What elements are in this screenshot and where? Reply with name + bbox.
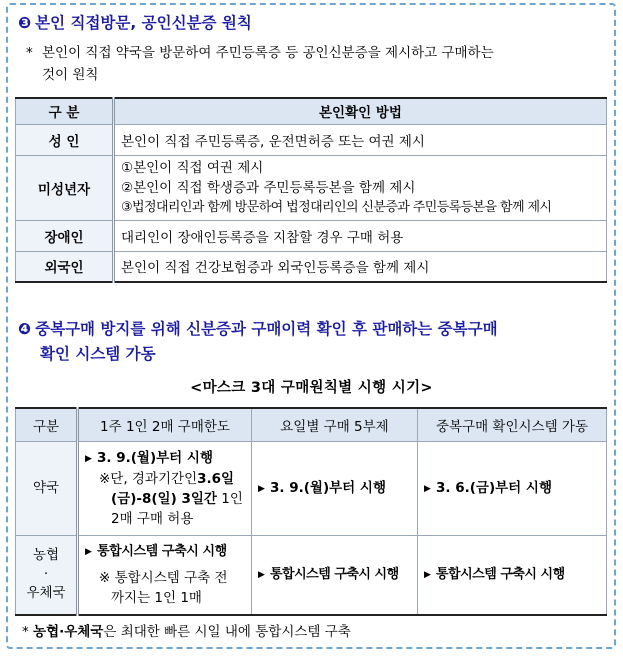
header-method: 본인확인 방법 <box>114 98 607 124</box>
footnote <box>22 622 351 642</box>
cell-note: ※단, 경과기간인 <box>99 470 198 487</box>
table-header-row <box>16 98 607 124</box>
row-label-line: 농협 <box>32 547 60 564</box>
section4-number: ❹ <box>18 320 32 338</box>
row-value <box>114 155 607 220</box>
cell-text: 3. 9.(월)부터 시행 <box>97 449 213 466</box>
row-label: 미성년자 <box>16 155 114 220</box>
triangle-bullet-icon: ▶ <box>85 546 92 557</box>
row-label: 약국 <box>16 441 78 535</box>
pharmacy-duplicate-cell <box>418 441 607 535</box>
table-row <box>16 535 607 615</box>
header-category: 구분 <box>16 408 78 441</box>
section4-title-line-2: 확인 시스템 가동 <box>40 345 156 363</box>
table-row <box>16 124 607 155</box>
pharmacy-limit-cell <box>78 441 252 535</box>
table-row <box>16 220 607 251</box>
table-row <box>16 155 607 220</box>
triangle-bullet-icon: ▶ <box>85 453 92 464</box>
cell-text: 3. 9.(월)부터 시행 <box>270 479 386 496</box>
cell-note: 1인 <box>221 490 243 507</box>
row-label: 성 인 <box>16 124 114 155</box>
row-value: 본인이 직접 건강보험증과 외국인등록증을 함께 제시 <box>114 251 607 282</box>
triangle-bullet-icon: ▶ <box>258 483 265 494</box>
minor-method-3: ③법정대리인과 함께 방문하여 법정대리인의 신분증과 주민등록등본을 함께 제시 <box>121 199 552 215</box>
minor-method-1: ①본인이 직접 여권 제시 <box>121 159 264 176</box>
cell-text: 통합시스템 구축시 시행 <box>97 543 227 559</box>
section3-title-text: 본인 직접방문, 공인신분증 원칙 <box>35 14 252 32</box>
table2-title: <마스크 3대 구매원칙별 시행 시기> <box>190 380 433 396</box>
cell-text: 통합시스템 구축시 시행 <box>436 566 565 582</box>
section4-title-line-1: 중복구매 방지를 위해 신분증과 구매이력 확인 후 판매하는 중복구매 <box>35 320 498 338</box>
table-row <box>16 441 607 535</box>
section3-number: ❸ <box>18 14 32 32</box>
cell-note: 2매 구매 허용 <box>111 510 194 527</box>
nh-duplicate-cell <box>418 535 607 615</box>
header-category: 구 분 <box>16 98 114 124</box>
table-row <box>16 251 607 282</box>
cell-note-bold: 3.6일 <box>197 470 235 487</box>
triangle-bullet-icon: ▶ <box>258 569 265 580</box>
minor-method-2: ②본인이 직접 학생증과 주민등록등본을 함께 제시 <box>121 179 416 196</box>
nh-limit-cell <box>78 535 252 615</box>
cell-note-bold: (금)-8(일) 3일간 <box>111 490 217 507</box>
cell-text: 3. 6.(금)부터 시행 <box>436 479 552 496</box>
header-limit: 1주 1인 2매 구매한도 <box>78 408 252 441</box>
row-label <box>16 535 78 615</box>
pharmacy-weekday-cell <box>252 441 418 535</box>
nh-weekday-cell <box>252 535 418 615</box>
note-line-1: 본인이 직접 약국을 방문하여 주민등록증 등 공인신분증을 제시하고 구매하는 <box>42 45 494 61</box>
header-duplicate-check: 중복구매 확인시스템 가동 <box>418 408 607 441</box>
note-line-2: 것이 원칙 <box>42 67 99 83</box>
triangle-bullet-icon: ▶ <box>424 569 431 580</box>
section3-note <box>26 42 606 86</box>
row-label: 장애인 <box>16 220 114 251</box>
triangle-bullet-icon: ▶ <box>424 483 431 494</box>
section3-title <box>18 12 252 34</box>
note-mark: * <box>26 45 33 61</box>
footnote-mark: * <box>22 624 29 640</box>
cell-text: 통합시스템 구축시 시행 <box>270 566 399 582</box>
cell-note: 까지는 1인 1매 <box>111 589 202 606</box>
row-label-line: · <box>43 566 49 583</box>
row-value: 본인이 직접 주민등록증, 운전면허증 또는 여권 제시 <box>114 124 607 155</box>
identity-table <box>15 97 607 283</box>
section4-title <box>18 318 498 365</box>
footnote-text: 은 최대한 빠른 시일 내에 통합시스템 구축 <box>103 624 351 640</box>
cell-note: ※ 통합시스템 구축 전 <box>99 569 228 586</box>
header-weekday: 요일별 구매 5부제 <box>252 408 418 441</box>
schedule-table <box>15 407 607 616</box>
row-label: 외국인 <box>16 251 114 282</box>
row-value: 대리인이 장애인등록증을 지참할 경우 구매 허용 <box>114 220 607 251</box>
table-header-row <box>16 408 607 441</box>
footnote-bold: 농협·우체국 <box>33 624 104 640</box>
row-label-line: 우체국 <box>26 585 66 602</box>
